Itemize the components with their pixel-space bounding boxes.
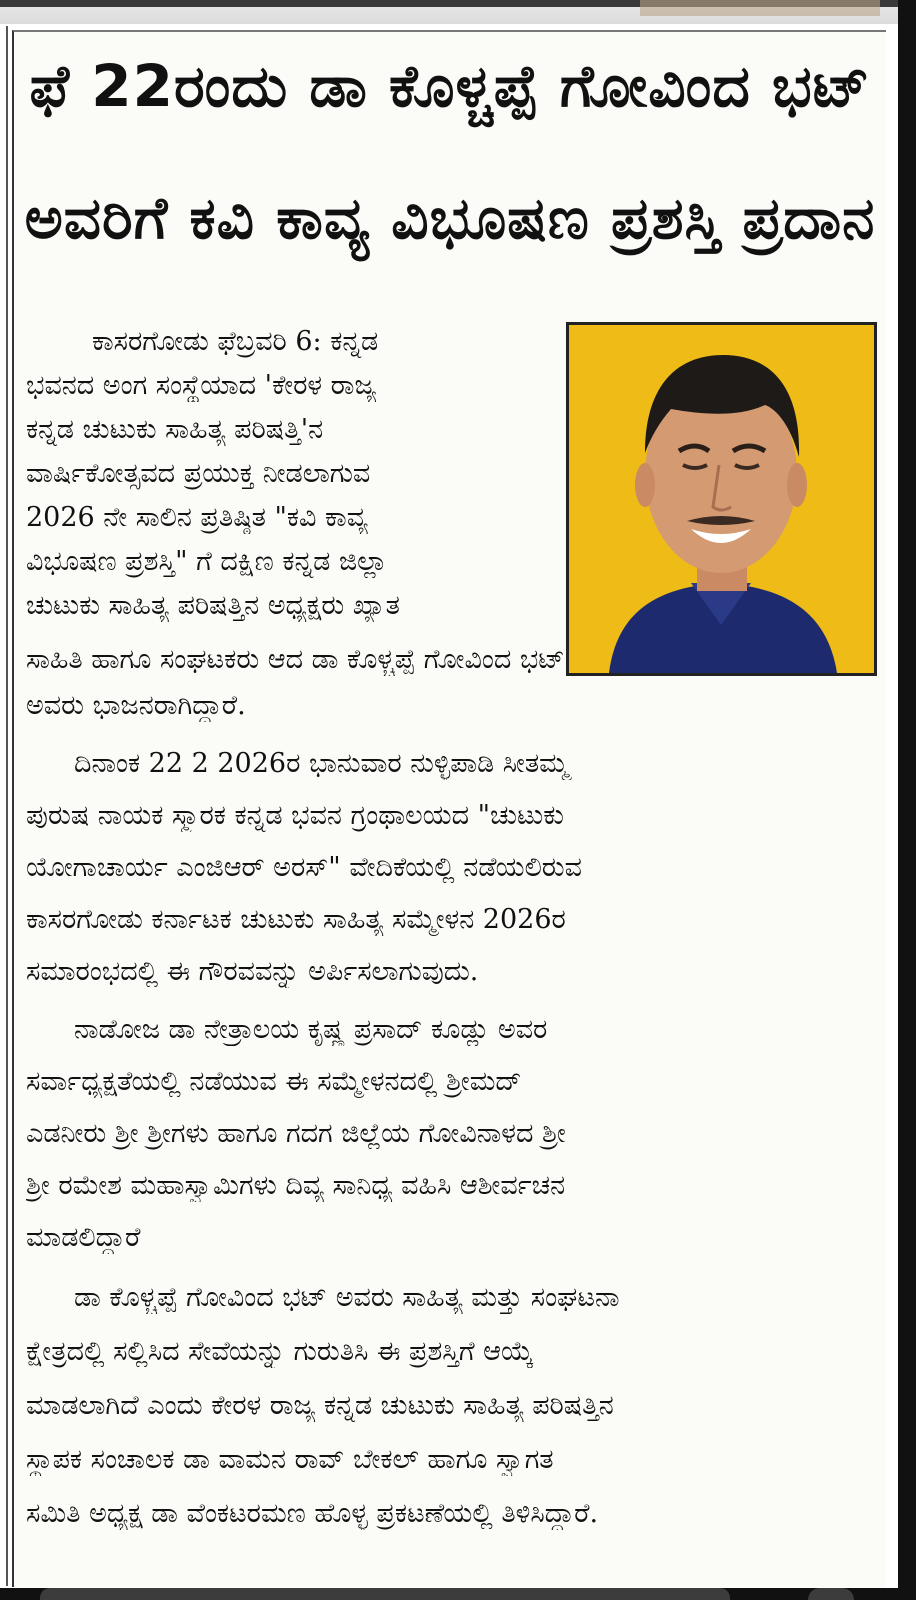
body-line-2: ಭವನದ ಅಂಗ ಸಂಸ್ಥೆಯಾದ 'ಕೇರಳ ರಾಜ್ಯ (26, 370, 377, 401)
body-line-8: ಸಾಹಿತಿ ಹಾಗೂ ಸಂಘಟಕರು ಆದ ಡಾ ಕೊಳ್ಚಪ್ಪೆ ಗೋವಿಂದ ಭಟ್ (26, 644, 565, 675)
bottom-edge (0, 1588, 916, 1600)
body-line-9: ಅವರು ಭಾಜನರಾಗಿದ್ದಾರೆ. (26, 690, 246, 721)
body-line-16: ಸರ್ವಾಧ್ಯಕ್ಷತೆಯಲ್ಲಿ ನಡೆಯುವ ಈ ಸಮ್ಮೇಳನದಲ್ಲಿ ಶ್ರೀಮದ್ (26, 1066, 522, 1097)
bottom-round-shape (808, 1588, 854, 1600)
body-line-4: ವಾರ್ಷಿಕೋತ್ಸವದ ಪ್ರಯುಕ್ತ ನೀಡಲಾಗುವ (26, 458, 371, 489)
body-line-11: ಪುರುಷ ನಾಯಕ ಸ್ಮಾರಕ ಕನ್ನಡ ಭವನ ಗ್ರಂಥಾಲಯದ "ಚುಟುಕು (26, 800, 565, 831)
body-line-6: ವಿಭೂಷಣ ಪ್ರಶಸ್ತಿ" ಗೆ ದಕ್ಷಿಣ ಕನ್ನಡ ಜಿಲ್ಲಾ (26, 546, 388, 577)
body-line-17: ಎಡನೀರು ಶ್ರೀ ಶ್ರೀಗಳು ಹಾಗೂ ಗದಗ ಜಿಲ್ಲೆಯ ಗೋವಿನಾಳದ ಶ್ರೀ (26, 1118, 566, 1149)
body-line-7: ಚುಟುಕು ಸಾಹಿತ್ಯ ಪರಿಷತ್ತಿನ ಅಧ್ಯಕ್ಷರು ಖ್ಯಾತ (26, 590, 400, 621)
portrait-photo (566, 322, 877, 676)
headline-line-1: ಫೆ 22ರಂದು ಡಾ ಕೊಳ್ಚಪ್ಪೆ ಗೋವಿಂದ ಭಟ್ (29, 52, 871, 120)
body-line-19: ಮಾಡಲಿದ್ದಾರೆ (26, 1222, 141, 1253)
body-line-22: ಮಾಡಲಾಗಿದೆ ಎಂದು ಕೇರಳ ರಾಜ್ಯ ಕನ್ನಡ ಚುಟುಕು ಸಾಹಿತ್ಯ ಪರಿಷತ್ತಿನ (26, 1390, 614, 1421)
body-line-14: ಸಮಾರಂಭದಲ್ಲಿ ಈ ಗೌರವವನ್ನು ಅರ್ಪಿಸಲಾಗುವುದು. (26, 956, 479, 987)
bottom-pill-shape (40, 1588, 730, 1600)
body-line-21: ಕ್ಷೇತ್ರದಲ್ಲಿ ಸಲ್ಲಿಸಿದ ಸೇವೆಯನ್ನು ಗುರುತಿಸಿ ಈ ಪ್ರಶಸ್ತಿಗೆ ಆಯ್ಕೆ (26, 1336, 534, 1367)
body-line-10: ದಿನಾಂಕ 22 2 2026ರ ಭಾನುವಾರ ನುಳ್ಳಿಪಾಡಿ ಸೀತಮ್ಮ (74, 748, 569, 779)
top-edge-strip (0, 0, 916, 24)
left-fold-line (6, 26, 8, 1586)
body-line-24: ಸಮಿತಿ ಅಧ್ಯಕ್ಷ ಡಾ ವೆಂಕಟರಮಣ ಹೊಳ್ಳ ಪ್ರಕಟಣೆಯಲ್ಲಿ ತಿಳಿಸಿದ್ದಾರೆ. (26, 1498, 599, 1529)
body-line-5: 2026 ನೇ ಸಾಲಿನ ಪ್ರತಿಷ್ಠಿತ "ಕವಿ ಕಾವ್ಯ (26, 502, 368, 533)
body-line-23: ಸ್ಥಾಪಕ ಸಂಚಾಲಕ ಡಾ ವಾಮನ ರಾವ್ ಬೇಕಲ್ ಹಾಗೂ ಸ್ವಾಗತ (26, 1444, 554, 1475)
body-line-18: ಶ್ರೀ ರಮೇಶ ಮಹಾಸ್ವಾಮಿಗಳು ದಿವ್ಯ ಸಾನಿಧ್ಯ ವಹಿಸಿ ಆಶೀರ್ವಚನ (26, 1170, 566, 1201)
body-line-12: ಯೋಗಾಚಾರ್ಯ ಎಂಜಿಆರ್ ಅರಸ್" ವೇದಿಕೆಯಲ್ಲಿ ನಡೆಯಲಿರುವ (26, 852, 582, 883)
right-scanner-edge (898, 0, 916, 1600)
body-line-13: ಕಾಸರಗೋಡು ಕರ್ನಾಟಕ ಚುಟುಕು ಸಾಹಿತ್ಯ ಸಮ್ಮೇಳನ 2026ರ (26, 904, 566, 935)
headline-line-2: ಅವರಿಗೆ ಕವಿ ಕಾವ್ಯ ವಿಭೂಷಣ ಪ್ರಶಸ್ತಿ ಪ್ರದಾನ (24, 184, 876, 252)
body-line-3: ಕನ್ನಡ ಚುಟುಕು ಸಾಹಿತ್ಯ ಪರಿಷತ್ತಿ'ನ (26, 414, 324, 445)
body-line-20: ಡಾ ಕೊಳ್ಚಪ್ಪೆ ಗೋವಿಂದ ಭಟ್ ಅವರು ಸಾಹಿತ್ಯ ಮತ್ತು ಸಂಘಟನಾ (74, 1282, 620, 1313)
adjacent-clipping-edge (640, 0, 880, 16)
body-line-1: ಕಾಸರಗೋಡು ಫೆಬ್ರವರಿ 6: ಕನ್ನಡ (92, 326, 379, 357)
body-line-15: ನಾಡೋಜ ಡಾ ನೇತ್ರಾಲಯ ಕೃಷ್ಣ ಪ್ರಸಾದ್ ಕೂಡ್ಲು ಅವರ (74, 1014, 548, 1045)
portrait-illustration (569, 325, 874, 673)
newspaper-clipping (12, 30, 886, 1587)
